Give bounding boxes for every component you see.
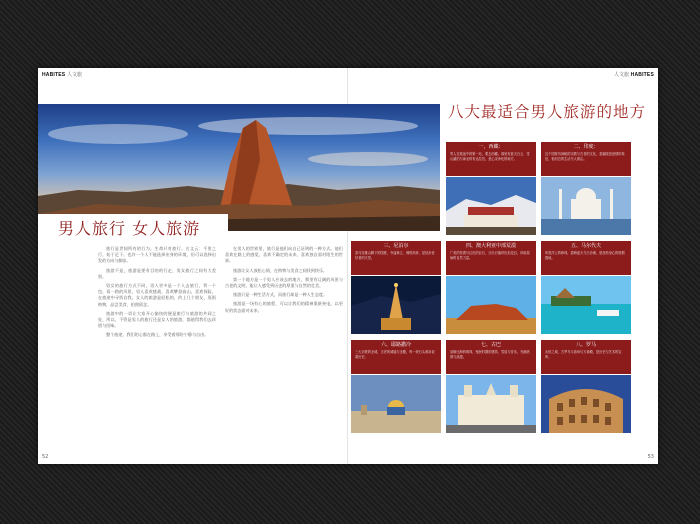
col2-paragraph: 第一个地方是一个男人应该去的地方，那里有辽阔的风景与古老的文明，能让人感受到历史的厚重与自然的壮美。 [225,276,343,289]
destination-photo-cuba [446,375,536,433]
destination-title: 三、尼泊尔 [383,243,409,249]
destination-card-maldives [541,241,631,336]
col1-paragraph: 旅行是世间所有的行为。生命只有旅行。古文云：千里之行，始于足下。也许一个人不能选择出身的环境，但可以选择出发的方向与脚步。 [98,246,216,264]
destination-description: 这个国度有神秘的宗教与古老的文化，泰姬陵是爱情的象征，恒河边的生活令人难忘。 [545,152,625,161]
destination-description: 广袤的荒漠与红色的巨石，日出日落时色彩变幻，体验原始的自然力量。 [450,251,530,260]
card-header [541,142,631,176]
destination-photo-nepal [351,276,441,334]
card-header [351,241,441,275]
body-column-1 [98,246,216,342]
destination-card-india [541,142,631,237]
destination-title: 五、马尔代夫 [570,243,601,249]
section-name-right: 人文旅 [614,72,630,78]
section-name: 人文旅 [66,72,82,78]
destination-photo-tibet [446,177,536,235]
destination-card-nepal [351,241,441,336]
magazine-name-right: HABITES [630,72,654,78]
col2-paragraph: 旅游是一场有心的旅程，可以让我们的精神重新充电，以更好的状态面对未来。 [225,301,343,313]
destination-description: 喜马拉雅山脚下的国度，寺庙林立，佛塔高耸，是徒步爱好者的天堂。 [355,251,435,260]
destination-description: 男人在旅途中的第一站，要去西藏。那里有蓝天白云、雪山湖泊与神圣的布达拉宫，是心灵净化的地方。 [450,152,530,161]
destination-title: 六、耶路撒冷 [380,342,411,348]
card-header [541,241,631,275]
destination-title: 八、罗马 [575,342,596,348]
destination-card-jerusalem [351,340,441,435]
destination-card-rome [541,340,631,435]
destination-photo-maldives [541,276,631,334]
col1-paragraph: 旅游不是，旅游是要有目的的行走，男女旅行之间有大差别。 [98,267,216,279]
page-number-right: 53 [647,454,654,460]
body-column-2 [225,246,343,317]
card-header [446,142,536,176]
col2-paragraph: 在男人的世界里，旅行是他们向自己证明的一种方式。他们喜欢在路上的感觉，喜欢不确定的未来，喜欢独自面对陌生的世界。 [225,246,343,264]
destination-photo-rome [541,375,631,433]
feature-title: 八大最适合男人旅游的地方 [448,103,647,121]
destination-card-cuba [446,340,536,435]
article-title: 男人旅行 女人旅游 [58,219,201,238]
destination-photo-australia [446,276,536,334]
col1-paragraph: 旅游中的一切让大家开心愉快的便是旅行与旅游的共同之处，所以，不管是男人的旅行还是女人的旅游，都值得我们去珍惜与回味。 [98,310,216,329]
destination-title: 二、印度： [573,144,599,150]
destination-title: 一、西藏： [478,144,504,150]
col2-paragraph: 旅游只是一种生活方式，而旅行却是一种人生态度。 [233,292,328,298]
magazine-spread [38,68,658,464]
header-right [614,71,654,78]
card-header [541,340,631,374]
hero-desert-photo [38,104,440,231]
destination-card-tibet [446,142,536,237]
card-header [351,340,441,374]
destination-card-australia [446,241,536,336]
card-header [446,241,536,275]
header-left [42,71,82,78]
destination-description: 印度洋上的珍珠，碧海蓝天与白沙滩，是放松身心的度假胜地。 [545,251,625,260]
magazine-name: HABITES [42,72,66,78]
card-header [446,340,536,374]
destination-description: 加勒比海的明珠，殖民时期的建筑、雪茄与音乐，充满热情与浪漫。 [450,350,530,359]
col1-paragraph: 男女的旅行方式不同，男人更多是一个人去旅行，背一个包，看一路的风景，男人喜欢挑战，喜欢攀登高山，喜欢探险，在旅途中寻找自我。女人的旅游是轻松的，约上几个朋友，逛街购物，品尝美食，拍照留念。 [98,283,216,307]
destination-photo-jerusalem [351,375,441,433]
destination-title: 七、古巴 [480,342,501,348]
col2-paragraph: 旅游让女人放松心情，在购物与美食之间找到快乐。 [233,267,328,273]
destination-photo-india [541,177,631,235]
page-number-left: 52 [42,454,49,460]
destination-title: 四、澳大利亚中部荒漠 [465,243,516,249]
destination-description: 永恒之城，古罗马斗兽场与万神殿，是历史与艺术的宝库。 [545,350,622,359]
col1-paragraph: 整个旅途，我们的心都在路上，享受着那份宁静与自由。 [106,332,209,338]
destination-description: 三大宗教的圣城，古老的城墙与圣殿，每一块石头都诉说着历史。 [355,350,435,359]
